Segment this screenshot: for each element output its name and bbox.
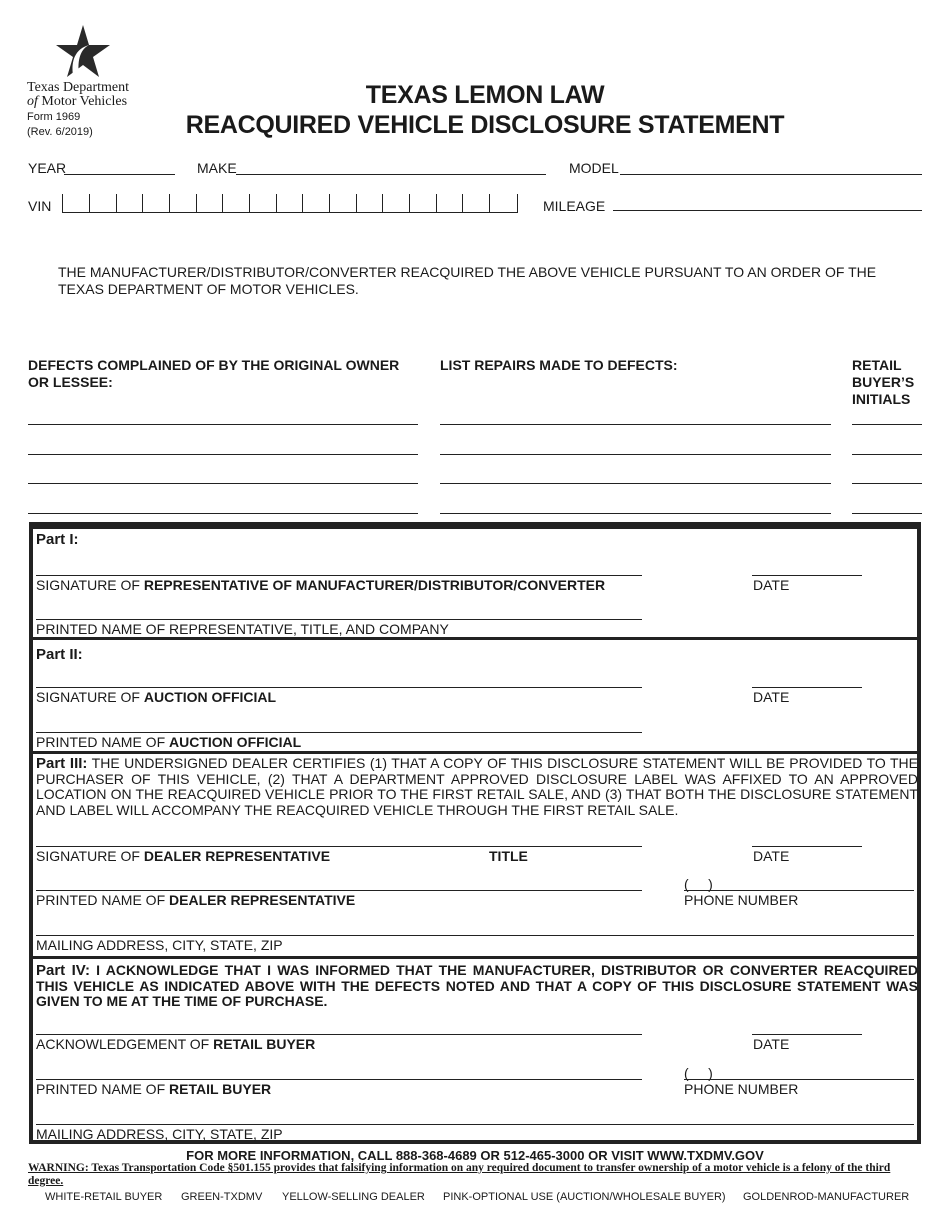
part1-printed-name-field[interactable] [36, 619, 642, 620]
part3-address-label: MAILING ADDRESS, CITY, STATE, ZIP [36, 937, 283, 953]
title-line1: TEXAS LEMON LAW [365, 81, 605, 109]
agency-name-line2: of Motor Vehicles [27, 94, 128, 109]
part3-signature-field[interactable] [36, 846, 642, 847]
repair-line[interactable] [440, 454, 831, 455]
part4-address-label: MAILING ADDRESS, CITY, STATE, ZIP [36, 1126, 283, 1142]
defects-heading: DEFECTS COMPLAINED OF BY THE ORIGINAL OWNER OR LESSEE: [28, 357, 400, 390]
year-field[interactable] [64, 174, 175, 175]
vin-field[interactable] [62, 194, 518, 213]
defect-line[interactable] [28, 454, 418, 455]
form-revision: (Rev. 6/2019) [27, 126, 93, 138]
part2-date-field[interactable] [752, 687, 862, 688]
copy-white: WHITE-RETAIL BUYER [45, 1191, 163, 1203]
copy-pink: PINK-OPTIONAL USE (AUCTION/WHOLESALE BUYER) [443, 1191, 726, 1203]
part4-phone-area-code: ( ) [684, 1065, 713, 1081]
part1-heading: Part I: [36, 531, 79, 548]
part2-printed-name-label: PRINTED NAME OF AUCTION OFFICIAL [36, 734, 302, 750]
part1-signature-label: SIGNATURE OF REPRESENTATIVE OF MANUFACTURER/DISTRIBUTOR/CONVERTER [36, 577, 606, 593]
part4-acknowledgement-text: Part IV: I ACKNOWLEDGE THAT I WAS INFORMED THAT THE MANUFACTURER, DISTRIBUTOR OR CONVERTER REACQUIRED THIS VEHICLE AS INDICATED ABOVE WITH THE DEFECTS NOTED AND THAT A COPY OF THIS DISCLOSURE STATEMENT WAS GIVEN TO ME AT THE TIME OF PURCHASE. [36, 962, 919, 1009]
part3-signature-label: SIGNATURE OF DEALER REPRESENTATIVE [36, 848, 331, 864]
part3-phone-area-code: ( ) [684, 876, 713, 892]
defect-line[interactable] [28, 513, 418, 514]
part3-title-label: TITLE [489, 848, 528, 864]
copy-green: GREEN-TXDMV [181, 1191, 263, 1203]
make-label: MAKE [197, 160, 237, 176]
mileage-field[interactable] [613, 210, 922, 211]
part1-printed-name-label: PRINTED NAME OF REPRESENTATIVE, TITLE, AND COMPANY [36, 621, 449, 637]
part-divider [29, 637, 921, 640]
part4-date-field[interactable] [752, 1034, 862, 1035]
part1-date-field[interactable] [752, 575, 862, 576]
copy-yellow: YELLOW-SELLING DEALER [282, 1191, 425, 1203]
part1-date-label: DATE [753, 577, 790, 593]
model-field[interactable] [620, 174, 922, 175]
info-line: FOR MORE INFORMATION, CALL 888-368-4689 OR 512-465-3000 OR VISIT WWW.TXDMV.GOV [186, 1148, 764, 1163]
part4-address-field[interactable] [36, 1124, 914, 1125]
mileage-label: MILEAGE [543, 198, 606, 214]
part-divider [29, 751, 921, 754]
defect-line[interactable] [28, 483, 418, 484]
defect-line[interactable] [28, 424, 418, 425]
part3-printed-name-field[interactable] [36, 890, 642, 891]
initials-line[interactable] [852, 424, 922, 425]
part3-date-label: DATE [753, 848, 790, 864]
star-logo-icon [55, 25, 111, 79]
form-number: Form 1969 [27, 111, 81, 123]
repair-line[interactable] [440, 513, 831, 514]
make-field[interactable] [236, 174, 546, 175]
title-line2: REACQUIRED VEHICLE DISCLOSURE STATEMENT [185, 111, 785, 139]
initials-line[interactable] [852, 454, 922, 455]
year-label: YEAR [28, 160, 67, 176]
agency-name-line1: Texas Department [27, 80, 130, 95]
part4-printed-name-label: PRINTED NAME OF RETAIL BUYER [36, 1081, 272, 1097]
part2-printed-name-field[interactable] [36, 732, 642, 733]
part-divider [29, 956, 921, 959]
part4-acknowledgement-field[interactable] [36, 1034, 642, 1035]
part3-date-field[interactable] [752, 846, 862, 847]
initials-line[interactable] [852, 483, 922, 484]
part2-signature-field[interactable] [36, 687, 642, 688]
part3-certification-text: Part III: THE UNDERSIGNED DEALER CERTIFIES (1) THAT A COPY OF THIS DISCLOSURE STATEMENT WILL BE PROVIDED TO THE PURCHASER OF THIS VEHICLE, (2) THAT A DEPARTMENT APPROVED DISCLOSURE LABEL WAS AFFIXED TO AN APPROVED LOCATION ON THE REACQUIRED VEHICLE PRIOR TO THE FIRST RETAIL SALE, AND (3) THAT BOTH THE DISCLOSURE STATEMENT AND LABEL WILL ACCOMPANY THE REACQUIRED VEHICLE THROUGH THE FIRST RETAIL SALE. [36, 755, 918, 818]
part1-signature-field[interactable] [36, 575, 642, 576]
part2-signature-label: SIGNATURE OF AUCTION OFFICIAL [36, 689, 277, 705]
repair-line[interactable] [440, 424, 831, 425]
part3-phone-field[interactable] [684, 890, 914, 891]
part3-printed-name-label: PRINTED NAME OF DEALER REPRESENTATIVE [36, 892, 356, 908]
part2-heading: Part II: [36, 646, 83, 663]
txdmv-logo [27, 25, 142, 139]
model-label: MODEL [569, 160, 619, 176]
part4-acknowledgement-label: ACKNOWLEDGEMENT OF RETAIL BUYER [36, 1036, 316, 1052]
part3-address-field[interactable] [36, 935, 914, 936]
initials-line[interactable] [852, 513, 922, 514]
vin-label: VIN [28, 198, 52, 214]
repairs-heading: LIST REPAIRS MADE TO DEFECTS: [440, 357, 678, 373]
warning-text: WARNING: Texas Transportation Code §501.155 provides that falsifying information on any required document to transfer ownership of a motor vehicle is a felony of the third degree. [28, 1162, 891, 1187]
part3-phone-label: PHONE NUMBER [684, 892, 799, 908]
part2-date-label: DATE [753, 689, 790, 705]
reacquisition-notice: THE MANUFACTURER/DISTRIBUTOR/CONVERTER REACQUIRED THE ABOVE VEHICLE PURSUANT TO AN ORDER OF THE TEXAS DEPARTMENT OF MOTOR VEHICLES. [58, 264, 877, 297]
repair-line[interactable] [440, 483, 831, 484]
part4-phone-field[interactable] [684, 1079, 914, 1080]
part4-phone-label: PHONE NUMBER [684, 1081, 799, 1097]
part4-printed-name-field[interactable] [36, 1079, 642, 1080]
part4-date-label: DATE [753, 1036, 790, 1052]
copy-goldenrod: GOLDENROD-MANUFACTURER [743, 1191, 910, 1203]
initials-heading: RETAIL BUYER’S INITIALS [852, 357, 915, 407]
